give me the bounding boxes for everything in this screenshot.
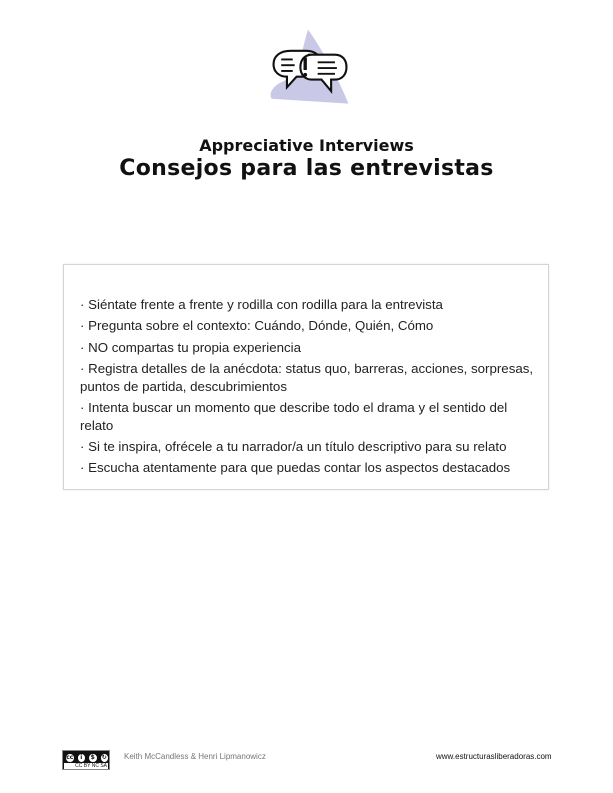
- list-item: · NO compartas tu propia experiencia: [80, 339, 301, 355]
- tips-list: [80, 296, 540, 481]
- list-item: · Intenta buscar un momento que describe todo el drama y el sentido del relato: [80, 399, 508, 433]
- license-icons: [63, 751, 109, 763]
- by-icon: i: [77, 753, 87, 763]
- list-item: · Si te inspira, ofrécele a tu narrador/a un título descriptivo para su relato: [80, 439, 507, 455]
- cc-icon: cc: [66, 753, 74, 761]
- list-item: · Escucha atentamente para que puedas contar los aspectos destacados: [80, 460, 511, 476]
- page-title: Consejos para las entrevistas: [119, 156, 494, 181]
- list-item: · Siéntate frente a frente y rodilla con rodilla para la entrevista: [80, 297, 443, 312]
- subtitle: Appreciative Interviews: [199, 136, 414, 155]
- sa-icon: ↻: [100, 753, 110, 763]
- cc-by-nc-sa-icon: [62, 750, 110, 770]
- speech-bubbles-icon: [262, 22, 358, 118]
- license-text: CC BY NC SA: [64, 763, 108, 769]
- list-item: · Pregunta sobre el contexto: Cuándo, Dónde, Quién, Cómo: [80, 318, 434, 334]
- website-link[interactable]: www.estructurasliberadoras.com: [436, 752, 552, 761]
- list-item: · Registra detalles de la anécdota: status quo, barreras, acciones, sorpresas, puntos de partida, descubrimientos: [80, 360, 534, 394]
- authors: Keith McCandless & Henri Lipmanowicz: [124, 752, 266, 761]
- nc-icon: $: [88, 753, 98, 763]
